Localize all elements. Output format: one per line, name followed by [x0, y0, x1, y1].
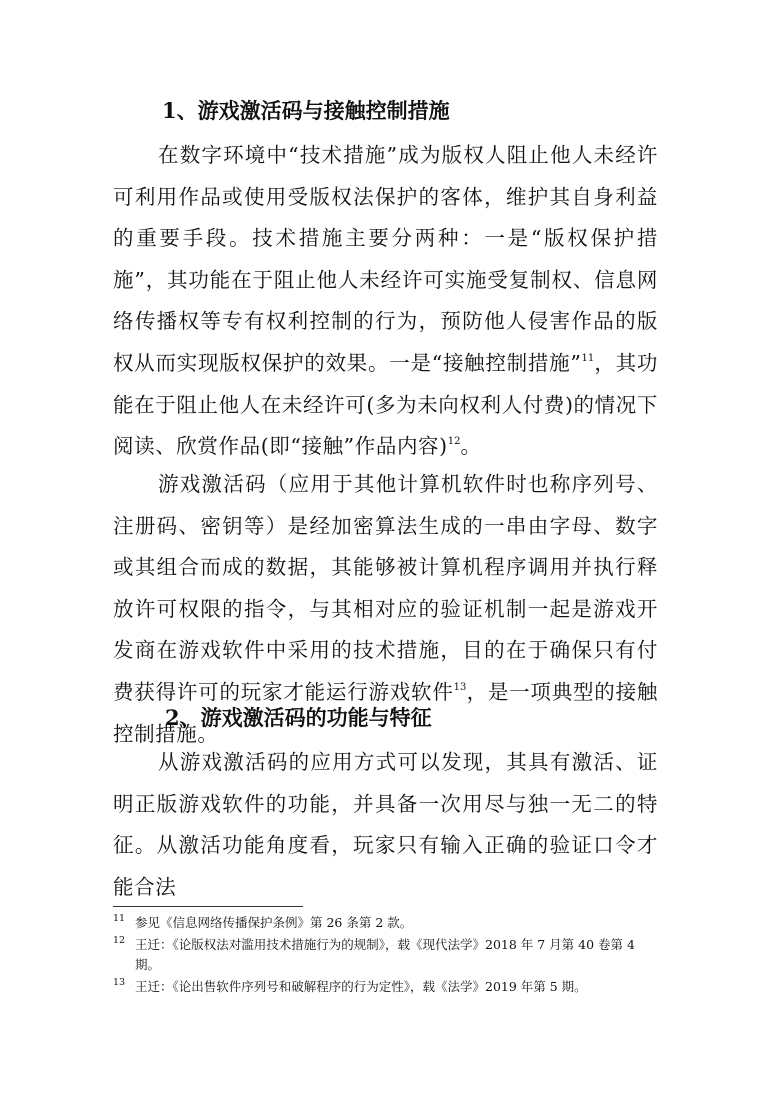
footnote-ref-12[interactable]: 12 [447, 436, 461, 448]
paragraph-text: ，其功能在于阻止他人在未经许可(多为未向权利人付费)的情况下阅读、欣赏作品(即“接触”作品内容) [113, 350, 658, 459]
footnote-text: 王迁：《论版权法对滥用技术措施行为的规制》，载《现代法学》2018 年 7 月第 40 卷第 4 期。 [135, 937, 635, 972]
footnote-12 [113, 935, 658, 975]
paragraph-text: 游戏激活码（应用于其他计算机软件时也称序列号、注册码、密钥等）是经加密算法生成的一串由字母、数字或其组合而成的数据，其能够被计算机程序调用并执行释放许可权限的指令，与其相对应的验证机制一起是游戏开发商在游戏软件中采用的技术措施，目的在于确保只有付费获得许可的玩家才能运行游戏软件 [113, 472, 658, 704]
paragraph-technical-measures [113, 135, 658, 468]
section-heading-2: 2、游戏激活码的功能与特征 [165, 705, 432, 730]
footnote-11 [113, 913, 658, 933]
paragraph-activation-function: 从游戏激活码的应用方式可以发现，其具有激活、证明正版游戏软件的功能，并具备一次用尽与独一无二的特征。从激活功能角度看，玩家只有输入正确的验证口令才能合法 [113, 750, 658, 899]
footnote-ref-11[interactable]: 11 [581, 352, 595, 364]
paragraph-text: 在数字环境中“技术措施”成为版权人阻止他人未经许可利用作品或使用受版权法保护的客体，维护其自身利益的重要手段。技术措施主要分两种：一是“版权保护措施”，其功能在于阻止他人未经许可实施受复制权、信息网络传播权等专有权利控制的行为，预防他人侵害作品的版权从而实现版权保护的效果。一是“接触控制措施” [113, 143, 658, 375]
footnote-13 [113, 977, 658, 997]
footnote-text: 王迁：《论出售软件序列号和破解程序的行为定性》，载《法学》2019 年第 5 期。 [135, 979, 587, 994]
paragraph-text: ，是一项典型的接触控制措施。 [113, 679, 658, 746]
footnote-number: 12 [113, 935, 126, 946]
section-heading-1: 1、游戏激活码与接触控制措施 [162, 98, 450, 123]
footnote-separator [113, 906, 303, 907]
footnotes [113, 913, 658, 999]
footnote-number: 11 [113, 913, 126, 924]
footnote-number: 13 [113, 977, 126, 988]
footnote-ref-13[interactable]: 13 [453, 681, 467, 693]
footnote-text: 参见《信息网络传播保护条例》第 26 条第 2 款。 [135, 915, 413, 930]
paragraph-text: 。 [460, 434, 482, 459]
